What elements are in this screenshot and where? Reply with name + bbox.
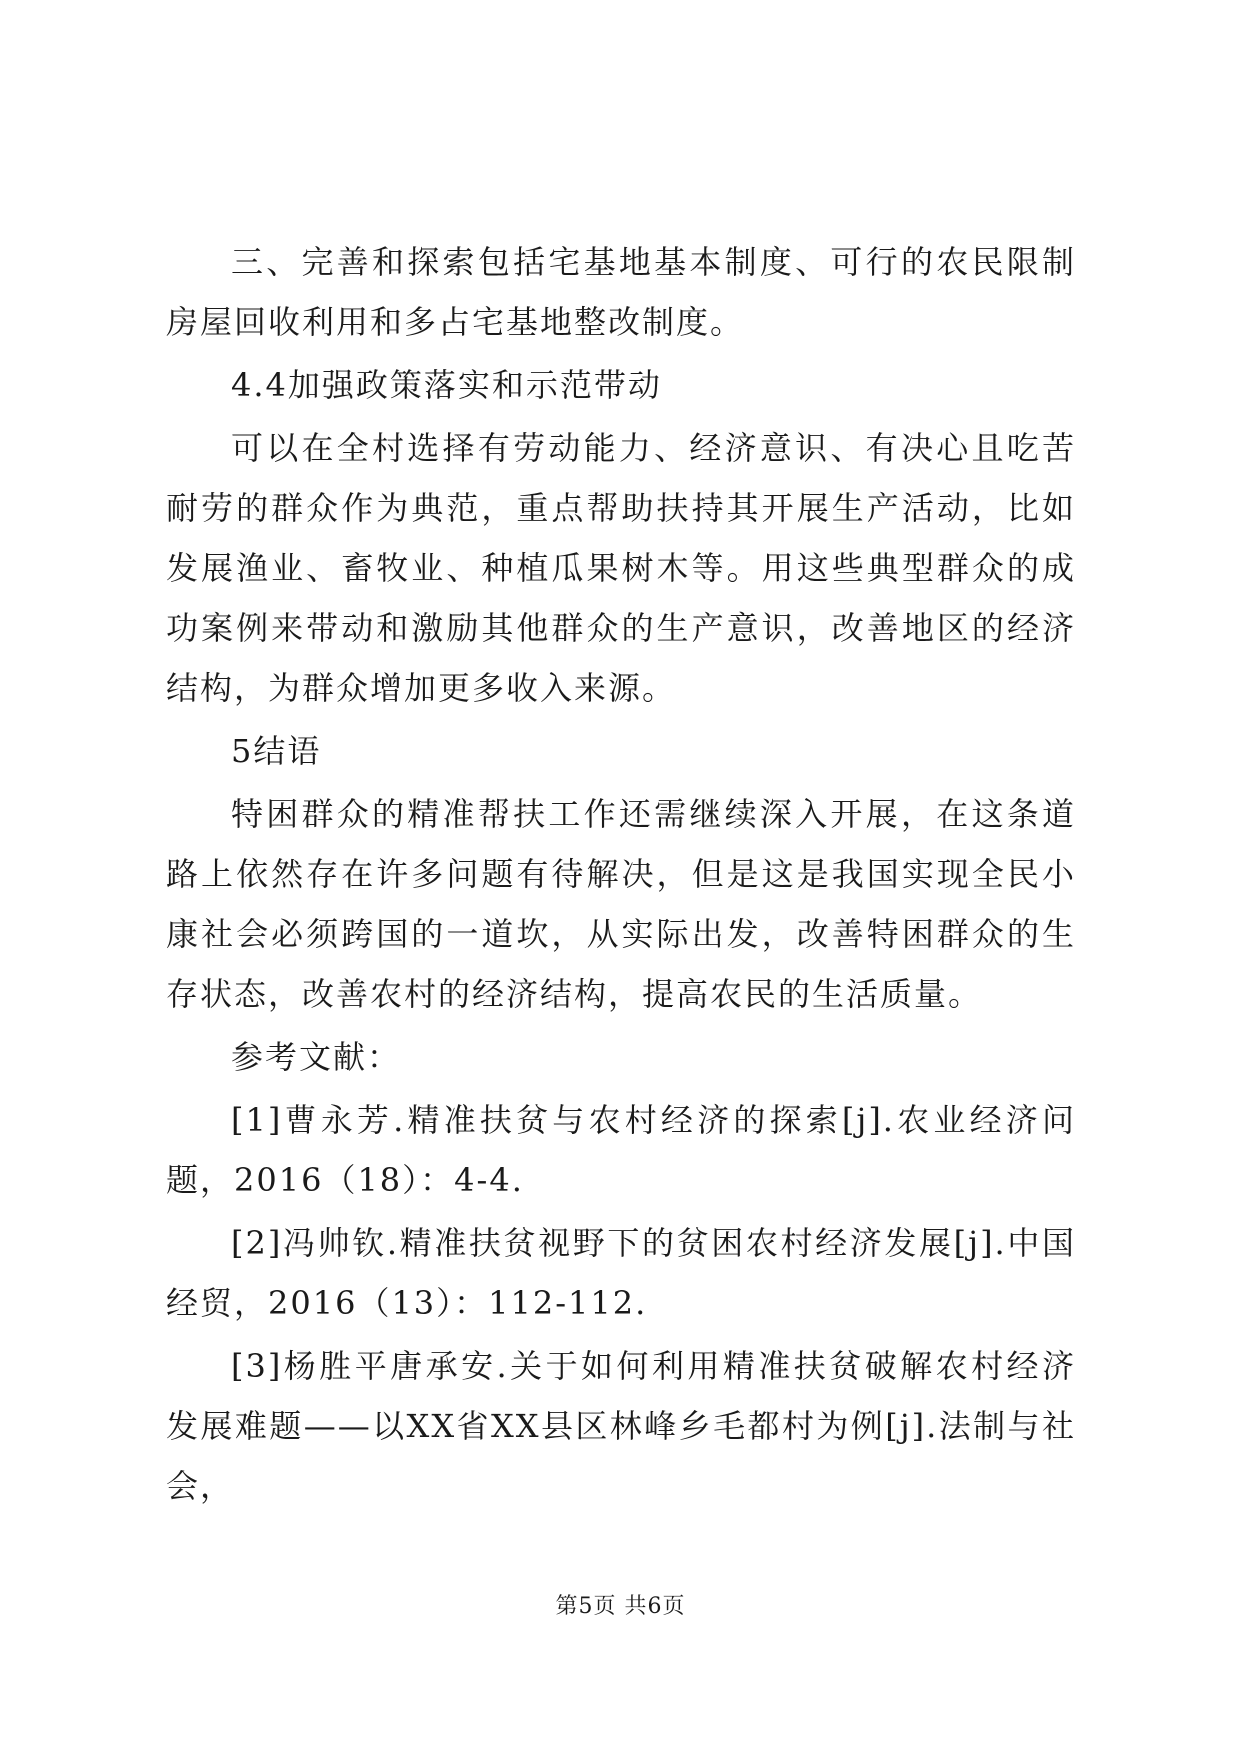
page-number: 第5页 共6页: [555, 1594, 686, 1619]
paragraph-conclusion: 特困群众的精准帮扶工作还需继续深入开展，在这条道路上依然存在许多问题有待解决，但是这是我国实现全民小康社会必须跨国的一道坎，从实际出发，改善特困群众的生存状态，改善农村的经济结构，提高农民的生活质量。: [166, 795, 1076, 1013]
section-heading-4-4: 4.4加强政策落实和示范带动: [231, 366, 662, 404]
document-body: [166, 232, 1076, 1519]
page-footer: [0, 1592, 1241, 1622]
paragraph-demonstration: 可以在全村选择有劳动能力、经济意识、有决心且吃苦耐劳的群众作为典范，重点帮助扶持其开展生产活动，比如发展渔业、畜牧业、种植瓜果树木等。用这些典型群众的成功案例来带动和激励其他群众的生产意识，改善地区的经济结构，为群众增加更多收入来源。: [166, 429, 1076, 707]
references-heading: 参考文献：: [231, 1038, 402, 1076]
section-heading-conclusion: 5结语: [231, 732, 322, 770]
reference-item-3: [3]杨胜平唐承安.关于如何利用精准扶贫破解农村经济发展难题——以XX省XX县区林峰乡毛都村为例[j].法制与社会，: [166, 1347, 1076, 1505]
reference-item-1: [1]曹永芳.精准扶贫与农村经济的探索[j].农业经济问题，2016（18）：4-4.: [166, 1101, 1076, 1199]
paragraph-homestead-system: 三、完善和探索包括宅基地基本制度、可行的农民限制房屋回收利用和多占宅基地整改制度。: [166, 243, 1076, 341]
reference-item-2: [2]冯帅钦.精准扶贫视野下的贫困农村经济发展[j].中国经贸，2016（13）：112-112.: [166, 1224, 1076, 1322]
